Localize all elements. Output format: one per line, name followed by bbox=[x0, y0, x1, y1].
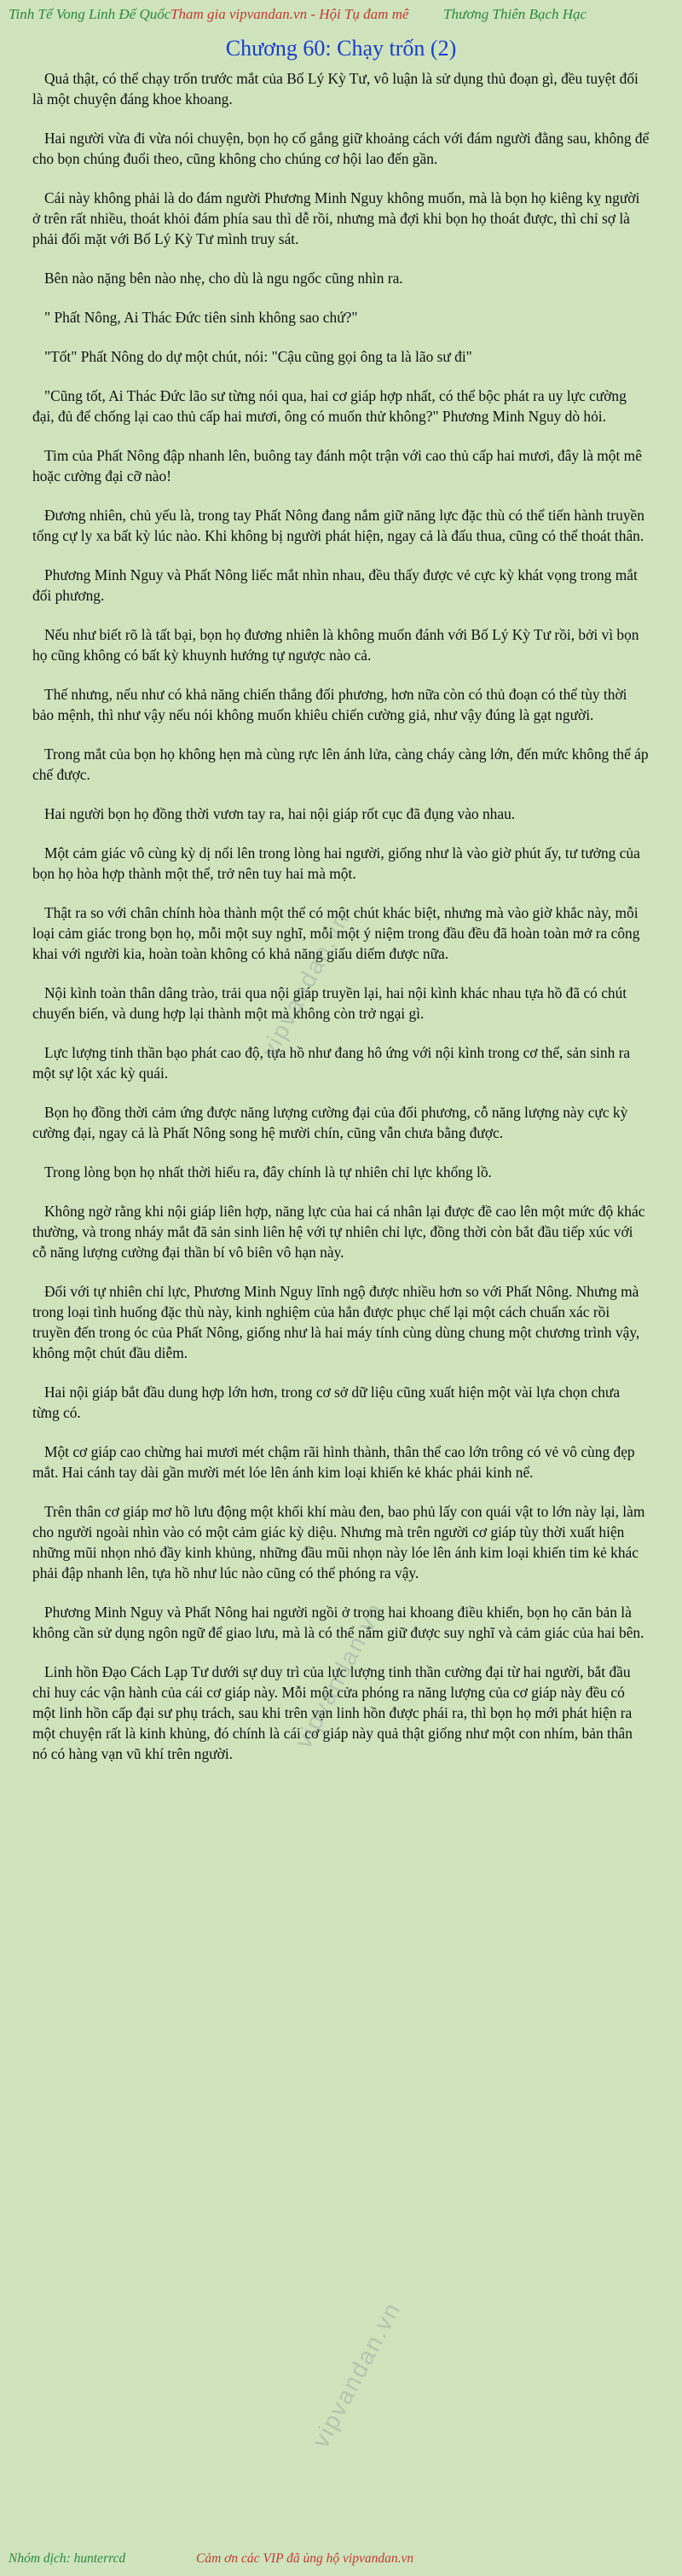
paragraph: Nếu như biết rõ là tất bại, bọn họ đương nhiên là không muốn đánh với Bố Lý Kỳ Tư rồi, bởi vì bọn họ cũng không có bất kỳ khuynh hướng tự ngược nào cả. bbox=[32, 626, 639, 664]
page-header bbox=[0, 0, 682, 29]
paragraph: Linh hồn Đạo Cách Lạp Tư dưới sự duy trì của lực lượng tinh thần cường đại từ hai người, bắt đầu chỉ huy các vận hành của cái cơ giáp này. Mỗi một cửa phóng ra năng lượng của cơ giáp này đều có một linh hồn cấp đại sư phụ trách, sau khi trên vạn linh hồn được phái ra, thì bọn họ mới phát hiện ra một chuyện rất là kinh khủng, đó chính là cái cơ giáp này quả thật giống như một con nhím, bản thân nó có hàng vạn vũ khí trên người. bbox=[32, 1663, 633, 1762]
paragraph: Đương nhiên, chủ yếu là, trong tay Phất Nông đang nắm giữ năng lực đặc thù có thể tiến hành truyền tống cự ly xa bất kỳ lúc nào. Khi không bị người phát hiện, ngay cả là đấu thua, cũng có thể thoát thân. bbox=[32, 507, 644, 544]
paragraph: Bên nào nặng bên nào nhẹ, cho dù là ngu ngốc cũng nhìn ra. bbox=[44, 270, 403, 287]
footer-translator-credit: Nhóm dịch: hunterrcd bbox=[9, 2551, 126, 2566]
paragraph: Trong lòng bọn họ nhất thời hiểu ra, đây chính là tự nhiên chỉ lực khổng lồ. bbox=[44, 1163, 492, 1181]
paragraph: Hai nội giáp bắt đầu dung hợp lớn hơn, trong cơ sở dữ liệu cũng xuất hiện một vài lựa chọn chưa từng có. bbox=[32, 1384, 621, 1421]
header-author: Thương Thiên Bạch Hạc bbox=[443, 6, 587, 22]
paragraph: Cái này không phải là do đám người Phương Minh Nguy không muốn, mà là bọn họ kiêng kỵ người ở trên rất nhiều, thoát khỏi đám phía sau thì dễ rồi, nhưng mà đợi khi bọn họ thoát được, thì chỉ sợ là phải đối mặt với Bố Lý Kỳ Tư mình truy sát. bbox=[32, 189, 640, 247]
paragraph: Một cảm giác vô cùng kỳ dị nổi lên trong lòng hai người, giống như là vào giờ phút ấy, tư tưởng của bọn họ hòa hợp thành một thể, trở nên tuy hai mà một. bbox=[32, 844, 640, 882]
paragraph: Thế nhưng, nếu như có khả năng chiến thắng đối phương, hơn nữa còn có thủ đoạn có thể tùy thời bảo mệnh, thì như vậy nếu nói không muốn khiêu chiến cường giả, như vậy đúng là gạt người. bbox=[32, 686, 627, 723]
chapter-title: Chương 60: Chạy trốn (2) bbox=[225, 36, 457, 61]
paragraph: Phương Minh Nguy và Phất Nông hai người ngồi ở trong hai khoang điều khiển, bọn họ căn bản là không cần sử dụng ngôn ngữ để giao lưu, mà là có thể nắm giữ được suy nghĩ và cảm giác của hai bên. bbox=[32, 1604, 644, 1641]
paragraph: Phương Minh Nguy và Phất Nông liếc mắt nhìn nhau, đều thấy được vẻ cực kỳ khát vọng trong mắt đối phương. bbox=[32, 566, 638, 604]
paragraph: Lực lượng tinh thần bạo phát cao độ, tựa hồ như đang hô ứng với nội kình trong cơ thể, sản sinh ra một sự lột xác kỳ quái. bbox=[32, 1044, 631, 1082]
header-site-slogan: Tham gia vipvandan.vn - Hội Tụ đam mê bbox=[170, 6, 409, 22]
paragraph: Tim của Phất Nông đập nhanh lên, buông tay đánh một trận với cao thủ cấp hai mươi, đây là một mê hoặc cường đại cỡ nào! bbox=[32, 447, 642, 484]
site-watermark: vipvandan.vn bbox=[256, 907, 355, 1062]
page-footer bbox=[0, 2546, 682, 2572]
paragraph: " Phất Nông, Ai Thác Đức tiên sinh không sao chứ?" bbox=[44, 309, 358, 326]
chapter-body bbox=[32, 68, 650, 1783]
paragraph: Hai người bọn họ đồng thời vươn tay ra, hai nội giáp rốt cục đã đụng vào nhau. bbox=[44, 805, 516, 822]
paragraph: Hai người vừa đi vừa nói chuyện, bọn họ cố gắng giữ khoảng cách với đám người đằng sau, không để cho bọn chúng đuổi theo, cũng không cho chúng cơ hội lao đến gần. bbox=[32, 130, 650, 167]
paragraph: Trên thân cơ giáp mơ hồ lưu động một khối khí màu đen, bao phủ lấy con quái vật to lớn này lại, làm cho người ngoài nhìn vào có một cảm giác kỳ diệu. Nhưng mà trên người cơ giáp tùy thời xuất hiện những mũi nhọn nhỏ đầy kinh khủng, những đầu mũi nhọn này lóe lên ánh kim loại khiến tim kẻ khác phải đập nhanh lên, tựa hồ như lúc nào cũng có thể phóng ra vậy. bbox=[32, 1503, 645, 1581]
paragraph: Thật ra so với chân chính hòa thành một thể có một chút khác biệt, nhưng mà vào giờ khắc này, mỗi loại cảm giác trong bọn họ, mỗi một suy nghĩ, mỗi một ý niệm trong đầu đều đã hoàn toàn mở ra công khai với người kia, hoàn toàn không có khả năng giấu diếm được nữa. bbox=[32, 904, 640, 962]
paragraph: "Tốt" Phất Nông do dự một chút, nói: "Cậu cũng gọi ông ta là lão sư đi" bbox=[44, 348, 472, 365]
site-watermark: vipvandan.vn bbox=[307, 2297, 407, 2452]
paragraph: Không ngờ rằng khi nội giáp liên hợp, năng lực của hai cá nhân lại được đề cao lên một mức độ khác thường, và trong nháy mắt đã sản sinh liên hệ với tự nhiên chỉ lực, đồng thời còn bắt đầu tiếp xúc với cỗ năng lượng cường đại thần bí vô biên vô hạn này. bbox=[32, 1203, 645, 1261]
site-watermark: vipvandan.vn bbox=[290, 1598, 390, 1753]
paragraph: Bọn họ đồng thời cảm ứng được năng lượng cường đại của đối phương, cỗ năng lượng này cực kỳ cường đại, ngay cả là Phất Nông song hệ mười chín, cũng vẫn chưa bằng được. bbox=[32, 1104, 628, 1141]
paragraph: Một cơ giáp cao chừng hai mươi mét chậm rãi hình thành, thân thể cao lớn trông có vẻ vô cùng đẹp mắt. Hai cánh tay dài gần mười mét lóe lên ánh kim loại khiến kẻ khác phải kinh nể. bbox=[32, 1443, 635, 1481]
paragraph: Trong mắt của bọn họ không hẹn mà cùng rực lên ánh lửa, càng cháy càng lớn, đến mức không thể áp chế được. bbox=[32, 746, 649, 783]
paragraph: "Cũng tốt, Ai Thác Đức lão sư từng nói qua, hai cơ giáp hợp nhất, có thể bộc phát ra uy lực cường đại, đủ để chống lại cao thủ cấp hai mươi, ông có muốn thử không?" Phương Minh Nguy dò hỏi. bbox=[32, 387, 627, 425]
header-book-title: Tinh Tế Vong Linh Đế Quốc bbox=[9, 6, 171, 22]
paragraph: Quả thật, có thể chạy trốn trước mắt của Bố Lý Kỳ Tư, vô luận là sử dụng thủ đoạn gì, đều tuyệt đối là một chuyện đáng khoe khoang. bbox=[32, 70, 639, 107]
paragraph: Nội kình toàn thân dâng trào, trải qua nội giáp truyền lại, hai nội kình khác nhau tựa hồ đã có chút chuyển biến, và dung hợp lại thành một mà không còn trở ngại gì. bbox=[32, 984, 627, 1022]
footer-thanks: Cảm ơn các VIP đã ủng hộ vipvandan.vn bbox=[196, 2551, 414, 2566]
paragraph: Đối với tự nhiên chỉ lực, Phương Minh Nguy lĩnh ngộ được nhiều hơn so với Phất Nông. Nhưng mà trong loại tình huống đặc thù này, kinh nghiệm của hắn được phục chế lại một cách chuẩn xác rồi truyền đến trong óc của Phất Nông, giống như là hai máy tính cùng dùng chung một chương trình vậy, không một chút đầu diễm. bbox=[32, 1283, 640, 1361]
